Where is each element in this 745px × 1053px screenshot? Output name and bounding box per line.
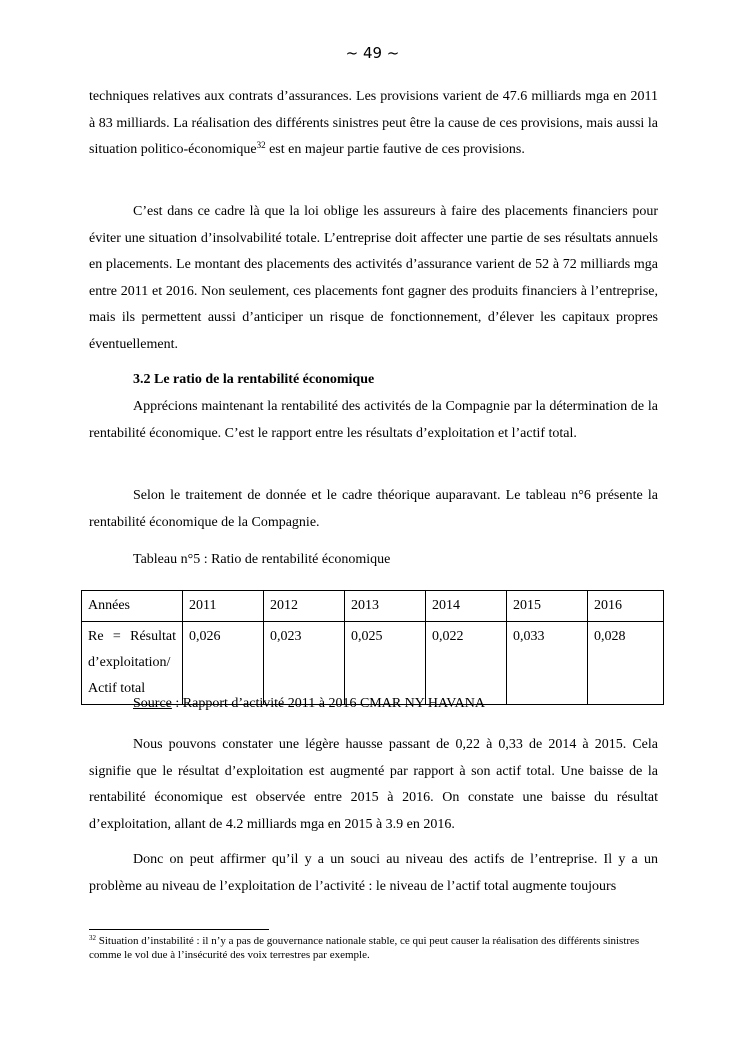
table-row: [82, 622, 664, 705]
table-header-cell: 2014: [426, 591, 507, 622]
table-cell: 0,033: [507, 622, 588, 705]
ratio-table: [81, 590, 664, 705]
source-text: : Rapport d’activité 2011 à 2016 CMAR NY HAVANA: [171, 696, 485, 711]
footnote-number: 32: [89, 934, 96, 942]
paragraph-analyse: Nous pouvons constater une légère hausse passant de 0,22 à 0,33 de 2014 à 2015. Cela signifie que le résultat d’exploitation est augmenté par rapport à son actif total. Une baisse de la rentabilité économique est observée entre 2015 à 2016. On constate une baisse du résultat d’exploitation, allant de 4.2 milliards mga en 2015 à 3.9 en 2016.: [89, 737, 658, 832]
paragraph-rentabilite: Apprécions maintenant la rentabilité des activités de la Compagnie par la détermination de la rentabilité économique. C’est le rapport entre les résultats d’exploitation et l’actif total.: [89, 399, 658, 441]
table-header-cell: 2016: [588, 591, 664, 622]
table-header-cell: 2015: [507, 591, 588, 622]
table-header-row: [82, 591, 664, 622]
table-cell: 0,026: [183, 622, 264, 705]
paragraph-placements: C’est dans ce cadre là que la loi oblige les assureurs à faire des placements financiers pour éviter une situation d’insolvabilité totale. L’entreprise doit affecter une partie de ses résultats annuels en placements. Le montant des placements des activités d’assurance varient de 52 à 72 milliards mga entre 2011 et 2016. Non seulement, ces placements font gagner des produits financiers à l’entreprise, mais ils permettent aussi d’anticiper un risque de fonctionnement, d’élever les capitaux propres éventuellement.: [89, 204, 658, 352]
source-label: Source: [133, 696, 172, 711]
paragraph-provisions: [89, 84, 658, 164]
table-caption: Tableau n°5 : Ratio de rentabilité économique: [133, 552, 391, 567]
paragraph-provisions-text-b: est en majeur partie fautive de ces provisions.: [265, 142, 525, 157]
paragraph-provisions-text-a: techniques relatives aux contrats d’assurances. Les provisions varient de 47.6 milliards mga en 2011 à 83 milliards. La réalisation des différents sinistres peut être la cause de ces provisions, mais aussi la situation politico-économique: [89, 89, 658, 157]
table-header-cell: 2012: [264, 591, 345, 622]
footnote-text: Situation d’instabilité : il n’y a pas de gouvernance nationale stable, ce qui peut causer la réalisation des différents sinistres comme le vol due à l’insécurité des voix terrestres par exemple.: [89, 935, 640, 961]
table-row-label: Re = Résultat d’exploitation/ Actif total: [82, 622, 183, 705]
table-cell: 0,028: [588, 622, 664, 705]
footnote-separator: [89, 929, 269, 930]
paragraph-conclusion: Donc on peut affirmer qu’il y a un souci au niveau des actifs de l’entreprise. Il y a un problème au niveau de l’exploitation de l’activité : le niveau de l’actif total augmente toujours: [89, 852, 658, 894]
table-header-cell: Années: [82, 591, 183, 622]
paragraph-traitement: Selon le traitement de donnée et le cadre théorique auparavant. Le tableau n°6 présente la rentabilité économique de la Compagnie.: [89, 488, 658, 530]
footnote: [89, 934, 659, 962]
table-cell: 0,023: [264, 622, 345, 705]
table-cell: 0,025: [345, 622, 426, 705]
table-header-cell: 2013: [345, 591, 426, 622]
table-source: [133, 696, 485, 712]
page-number: ~ 49 ~: [345, 44, 400, 62]
footnote-ref: 32: [256, 140, 266, 150]
table-header-cell: 2011: [183, 591, 264, 622]
section-heading: 3.2 Le ratio de la rentabilité économique: [133, 372, 375, 387]
table-cell: 0,022: [426, 622, 507, 705]
